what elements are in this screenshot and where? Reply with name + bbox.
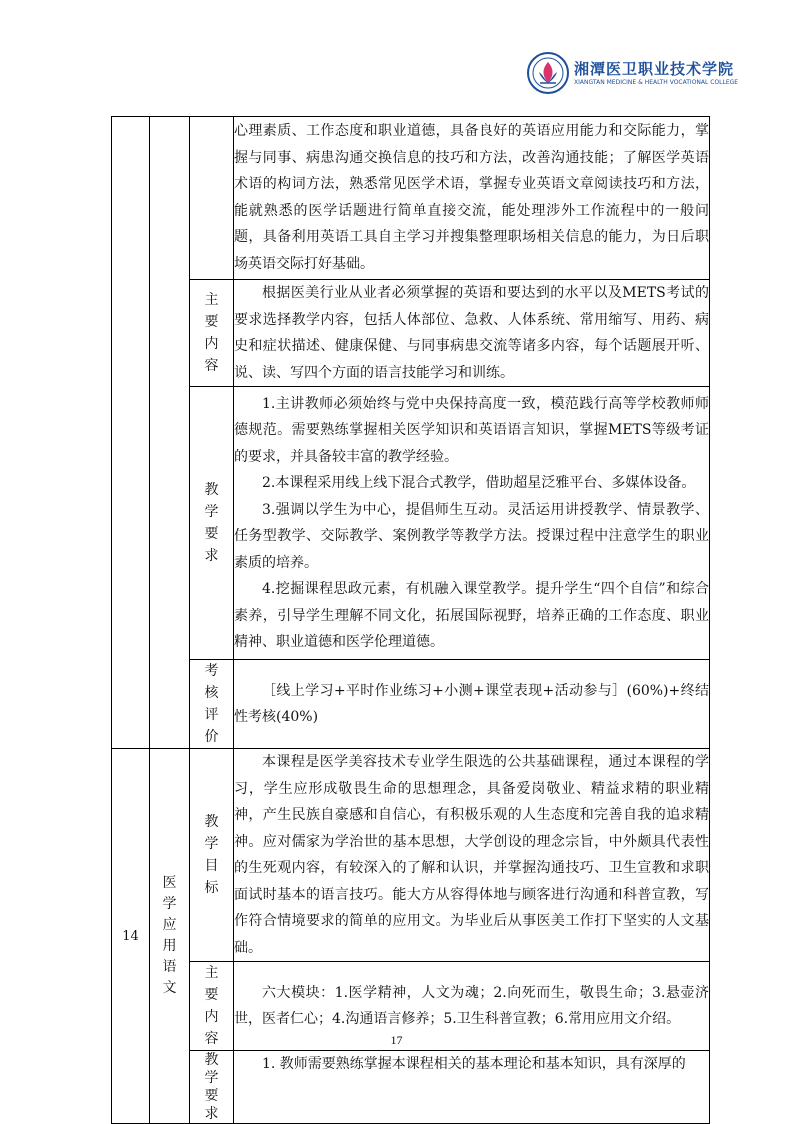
evaluation-text: ［线上学习+平时作业练习+小测+课堂表现+活动参与］(60%)+终结性考核(40%) — [234, 682, 709, 725]
table-row — [112, 1051, 710, 1124]
course-name-cell — [150, 749, 190, 1124]
goal-label-cell: 教学目标 — [190, 749, 234, 962]
goal-text-cell — [234, 749, 710, 962]
goal-label-cell — [190, 117, 234, 280]
requirement-text-cell — [234, 1051, 710, 1124]
requirement-item: 4.挖掘课程思政元素，有机融入课堂教学。提升学生“四个自信”和综合素养，引导学生理解不同文化，拓展国际视野，培养正确的工作态度、职业精神、职业道德和医学伦理道德。 — [234, 581, 709, 650]
course-name: 医学应用语文 — [162, 875, 177, 996]
table-row — [112, 660, 710, 749]
content-label-cell: 主要内容 — [190, 280, 234, 387]
goal-text-cell — [234, 117, 710, 280]
requirement-item: 1.主讲教师必须始终与党中央保持高度一致，模范践行高等学校教师师德规范。需要熟练掌握相关医学知识和英语语言知识，掌握METS等级考证的要求，并具备较丰富的教学经验。 — [234, 395, 709, 465]
page-number: 17 — [390, 1033, 403, 1047]
course-number-cell: 14 — [112, 749, 150, 1124]
content-text: 根据医美行业从业者必须掌握的英语和要达到的水平以及METS考试的要求选择教学内容，包括人体部位、急救、人体系统、常用缩写、用药、病史和症状描述、健康保健、与同事病患交流等诸多内容，每个话题展开听、说、读、写四个方面的语言技能学习和训练。 — [234, 285, 709, 381]
college-emblem-icon — [527, 52, 569, 94]
goal-text: 心理素质、工作态度和职业道德，具备良好的英语应用能力和交际能力，掌握与同事、病患沟通交换信息的技巧和方法，改善沟通技能；了解医学英语术语的构词方法，熟悉常见医学术语，掌握专业英语文章阅读技巧和方法，能就熟悉的医学话题进行简单直接交流，能处理涉外工作流程中的一般问题，具备利用英语工具自主学习并搜集整理职场相关信息的能力，为日后职场英语交际打好基础。 — [234, 123, 709, 272]
requirement-label-cell: 教学要求 — [190, 1051, 234, 1124]
goal-text: 本课程是医学美容技术专业学生限选的公共基础课程，通过本课程的学习，学生应形成敬畏生命的思想理念，具备爱岗敬业、精益求精的职业精神，产生民族自豪感和自信心，有积极乐观的人生态度和完善自我的追求精神。应对儒家为学治世的基本思想，大学创设的理念宗旨，中外颇具代表性的生死观内容，有较深入的了解和认识，并掌握沟通技巧、卫生宣教和求职面试时基本的语言技巧。能大方从容得体地与顾客进行沟通和科普宣教，写作符合情境要求的简单的应用文。为毕业后从事医美工作打下坚实的人文基础。 — [234, 754, 709, 956]
content-text-cell — [234, 280, 710, 387]
evaluation-label-cell: 考核评价 — [190, 660, 234, 749]
logo-english-name: XIANGTAN MEDICINE & HEALTH VOCATIONAL COLLEGE — [574, 79, 739, 86]
evaluation-text-cell — [234, 660, 710, 749]
course-table — [111, 116, 710, 1124]
requirement-text-cell — [234, 387, 710, 660]
course-name-cell — [150, 117, 190, 749]
course-number-cell — [112, 117, 150, 749]
table-row — [112, 749, 710, 962]
table-row — [112, 387, 710, 660]
content-text: 六大模块：1.医学精神，人文为魂；2.向死而生，敬畏生命；3.悬壶济世，医者仁心；4.沟通语言修养；5.卫生科普宣教；6.常用应用文介绍。 — [234, 984, 709, 1027]
logo-chinese-name: 湘潭医卫职业技术学院 — [574, 60, 735, 78]
requirement-text: 1. 教师需要熟练掌握本课程相关的基本理论和基本知识，具有深厚的 — [262, 1056, 686, 1072]
requirement-label-cell: 教学要求 — [190, 387, 234, 660]
requirement-item: 3.强调以学生为中心，提倡师生互动。灵活运用讲授教学、情景教学、任务型教学、交际教学、案例教学等教学方法。授课过程中注意学生的职业素质的培养。 — [234, 501, 709, 571]
table-row — [112, 117, 710, 280]
requirement-item: 2.本课程采用线上线下混合式教学，借助超星泛雅平台、多媒体设备。 — [262, 475, 696, 491]
table-row — [112, 280, 710, 387]
content-label-cell: 主要内容 — [190, 962, 234, 1051]
college-logo — [527, 52, 742, 94]
